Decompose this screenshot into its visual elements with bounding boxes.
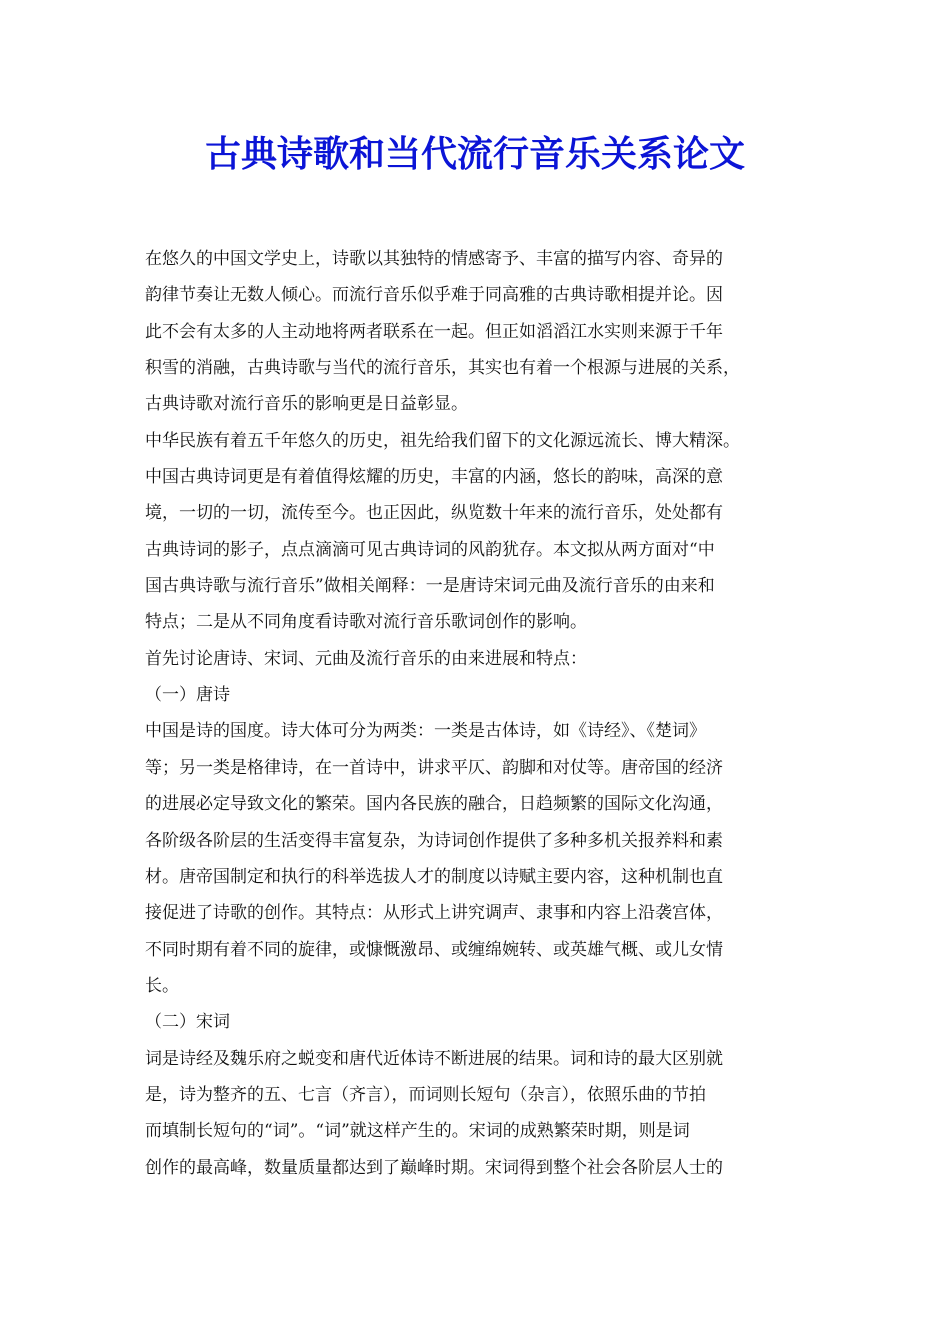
body-line: 国古典诗歌与流行音乐”做相关阐释：一是唐诗宋词元曲及流行音乐的由来和	[145, 576, 715, 597]
section-heading-song: （二）宋词	[145, 1012, 230, 1033]
body-line: 接促进了诗歌的创作。其特点：从形式上讲究调声、隶事和内容上沿袭宫体，	[145, 903, 723, 924]
body-line: 词是诗经及魏乐府之蜕变和唐代近体诗不断进展的结果。词和诗的最大区别就	[145, 1048, 723, 1069]
body-line: 不同时期有着不同的旋律，或慷慨激昂、或缠绵婉转、或英雄气概、或儿女情	[145, 939, 723, 960]
body-line: 特点；二是从不同角度看诗歌对流行音乐歌词创作的影响。	[145, 612, 587, 633]
body-line: 积雪的消融，古典诗歌与当代的流行音乐，其实也有着一个根源与进展的关系，	[145, 358, 740, 379]
body-line: 韵律节奏让无数人倾心。而流行音乐似乎难于同高雅的古典诗歌相提并论。因	[145, 285, 723, 306]
body-line: 而填制长短句的“词”。“词”就这样产生的。宋词的成熟繁荣时期，则是词	[145, 1121, 690, 1142]
body-line: 古典诗歌对流行音乐的影响更是日益彰显。	[145, 394, 468, 415]
body-line: 中华民族有着五千年悠久的历史，祖先给我们留下的文化源远流长、博大精深。	[145, 430, 740, 451]
document-title: 古典诗歌和当代流行音乐关系论文	[204, 133, 745, 175]
body-line: 首先讨论唐诗、宋词、元曲及流行音乐的由来进展和特点：	[145, 648, 587, 669]
body-line: 创作的最高峰，数量质量都达到了巅峰时期。宋词得到整个社会各阶层人士的	[145, 1157, 723, 1178]
body-line: 在悠久的中国文学史上，诗歌以其独特的情感寄予、丰富的描写内容、奇异的	[145, 249, 723, 269]
body-line: 各阶级各阶层的生活变得丰富复杂，为诗词创作提供了多种多机关报养料和素	[145, 830, 723, 851]
body-line: 中国古典诗词更是有着值得炫耀的历史，丰富的内涵，悠长的韵味，高深的意	[145, 467, 723, 488]
body-line: 是，诗为整齐的五、七言（齐言），而词则长短句（杂言），依照乐曲的节拍	[145, 1084, 706, 1105]
document-body	[145, 241, 813, 1186]
body-line: 材。唐帝国制定和执行的科举选拔人才的制度以诗赋主要内容，这种机制也直	[145, 866, 723, 887]
section-heading-tang: （一）唐诗	[145, 685, 230, 706]
body-line: 古典诗词的影子，点点滴滴可见古典诗词的风韵犹存。本文拟从两方面对“中	[145, 539, 715, 560]
body-line: 长。	[145, 975, 179, 996]
body-line: 中国是诗的国度。诗大体可分为两类：一类是古体诗，如《诗经》、《楚词》	[145, 721, 706, 742]
body-line: 等；另一类是格律诗，在一首诗中，讲求平仄、韵脚和对仗等。唐帝国的经济	[145, 757, 723, 778]
body-line: 境，一切的一切，流传至今。也正因此，纵览数十年来的流行音乐，处处都有	[145, 503, 723, 524]
body-line: 的进展必定导致文化的繁荣。国内各民族的融合，日趋频繁的国际文化沟通，	[145, 794, 723, 815]
body-line: 此不会有太多的人主动地将两者联系在一起。但正如滔滔江水实则来源于千年	[145, 321, 723, 342]
